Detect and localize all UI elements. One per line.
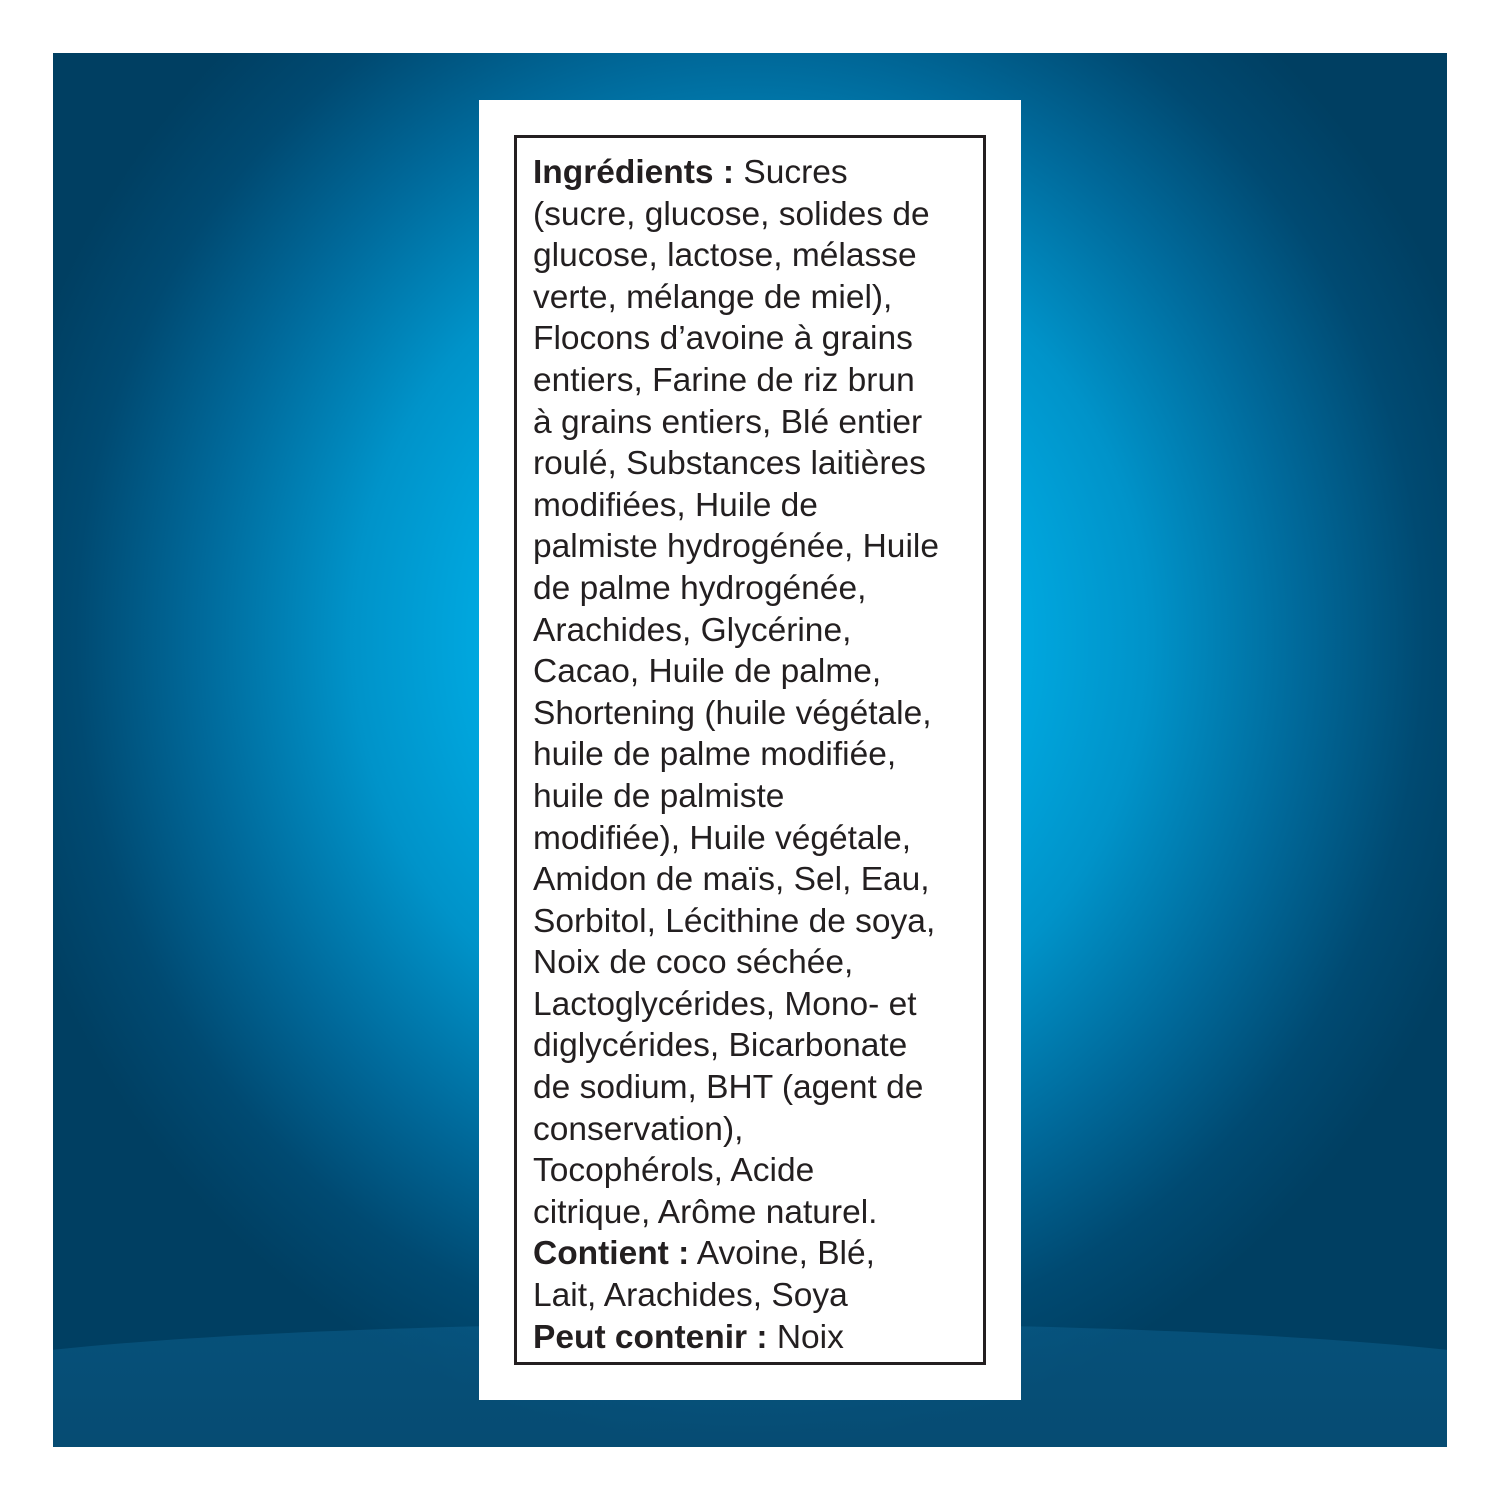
ingredients-line: Amidon de maïs, Sel, Eau,: [533, 861, 930, 899]
ingredients-label: [514, 135, 986, 1365]
ingredients-line: de palme hydrogénée,: [533, 569, 867, 607]
ingredients-first: Sucres: [743, 154, 848, 191]
ingredients-line: citrique, Arôme naturel.: [533, 1193, 878, 1231]
ingredients-line: Noix de coco séchée,: [533, 944, 854, 982]
contains-line: [533, 1233, 983, 1275]
ingredients-line: de sodium, BHT (agent de: [533, 1069, 924, 1107]
ingredients-line: diglycérides, Bicarbonate: [533, 1027, 908, 1065]
ingredients-line: Cacao, Huile de palme,: [533, 653, 882, 691]
ingredients-line: modifiée), Huile végétale,: [533, 819, 912, 857]
ingredients-line: Shortening (huile végétale,: [533, 694, 932, 732]
ingredients-line: Lactoglycérides, Mono- et: [533, 985, 917, 1023]
ingredients-line: Flocons d’avoine à grains: [533, 320, 913, 358]
ingredients-line: à grains entiers, Blé entier: [533, 403, 923, 441]
ingredients-line: Arachides, Glycérine,: [533, 611, 852, 649]
ingredients-line: verte, mélange de miel),: [533, 278, 893, 316]
ingredients-line: huile de palmiste: [533, 777, 785, 815]
ingredients-line: roulé, Substances laitières: [533, 445, 926, 483]
ingredients-line: entiers, Farine de riz brun: [533, 361, 915, 399]
ingredients-line: glucose, lactose, mélasse: [533, 237, 917, 275]
ingredients-line: modifiées, Huile de: [533, 486, 818, 524]
ingredients-line: palmiste hydrogénée, Huile: [533, 528, 939, 566]
contains-heading: Contient :: [533, 1235, 690, 1273]
ingredients-line: huile de palme modifiée,: [533, 736, 897, 774]
ingredients-text: [533, 152, 983, 1358]
may-contain-text: Noix: [776, 1318, 844, 1356]
contains-line-2: Lait, Arachides, Soya: [533, 1277, 848, 1315]
may-contain-heading: Peut contenir :: [533, 1318, 768, 1356]
ingredients-line: [533, 152, 983, 194]
ingredients-heading: Ingrédients :: [533, 154, 735, 191]
ingredients-line: conservation),: [533, 1110, 744, 1148]
ingredients-line: (sucre, glucose, solides de: [533, 195, 930, 233]
may-contain-line: [533, 1317, 983, 1359]
ingredients-line: Sorbitol, Lécithine de soya,: [533, 902, 936, 940]
ingredients-line: Tocophérols, Acide: [533, 1152, 815, 1190]
contains-text: Avoine, Blé,: [696, 1235, 875, 1273]
